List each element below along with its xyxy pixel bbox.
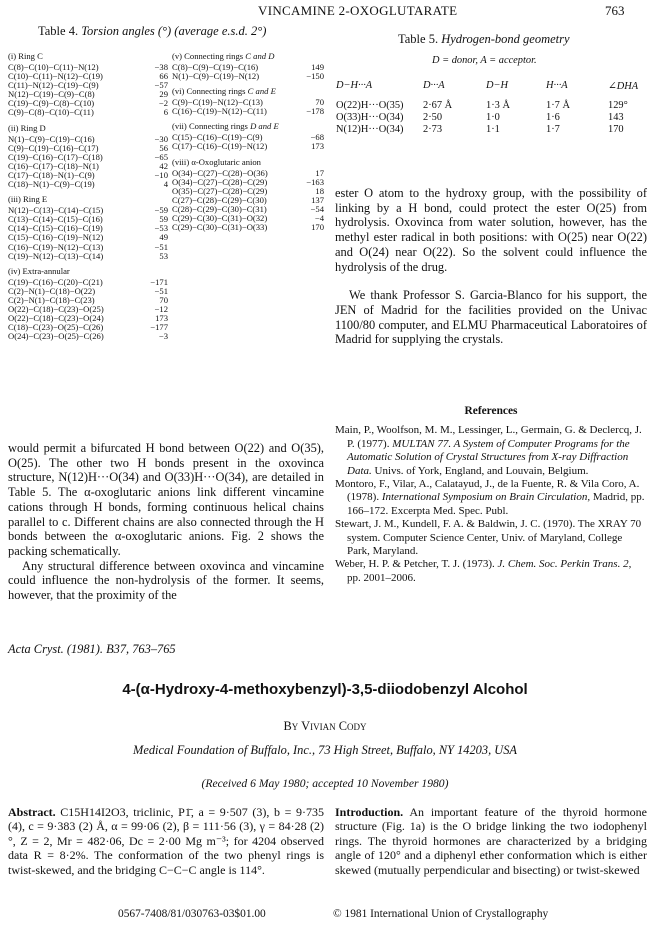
table5-note: D = donor, A = acceptor. [432, 55, 537, 66]
torsion-label: C(2)−N(1)−C(18)−C(23) [8, 294, 95, 305]
torsion-value: −171 [150, 276, 168, 287]
acknowledgement: We thank Professor S. Garcia-Blanco for his support, the JEN of Madrid for the facilities provided on the Univac 1100/80 computer, and ELMU Pharmaceutical Laboratoires of Madrid for supplying the crystals. [335, 288, 647, 347]
torsion-label: C(19)−C(9)−C(8)−C(10) [8, 98, 95, 109]
reference-details: Univs. of York, England, and Louvain, Belgium. [374, 464, 589, 477]
table5-cell: 1·3 Å [486, 100, 510, 111]
paragraph: would permit a bifurcated H bond between O(22) and O(35), O(25). The other two H bonds present in the oxovinca structure, N(12)H···O(34) and O(33)H···O(34), are detailed in Table 5. The α-oxoglutaric anions link different vincamine cations through H bonds, forming continuous helical chains parallel to c. Different chains are also connected through the H bonds between the α-oxoglutaric anions. Fig. 2 shows the packing schematically. [8, 441, 324, 558]
torsion-value: 173 [155, 313, 168, 324]
torsion-label: C(15)−C(16)−C(19)−C(9) [172, 132, 263, 143]
heading-italic: C and E [247, 86, 276, 97]
torsion-value: −38 [154, 62, 168, 72]
article-affiliation: Medical Foundation of Buffalo, Inc., 73 High Street, Buffalo, NY 14203, USA [133, 743, 517, 757]
torsion-value: 170 [311, 222, 324, 233]
torsion-value: −51 [154, 241, 168, 252]
torsion-label: C(19)−N(12)−C(13)−C(14) [8, 250, 104, 261]
torsion-label: C(9)−C(8)−C(10)−C(11) [8, 107, 94, 118]
group-heading [172, 87, 324, 96]
torsion-label: N(12)−C(13)−C(14)−C(15) [8, 205, 104, 216]
introduction-label: Introduction. [335, 805, 404, 819]
torsion-label: C(29)−C(30)−C(31)−O(33) [172, 222, 268, 233]
reference-title: MULTAN 77. A System of Computer Programs for the Automatic Solution of Crystal Structures from X-ray Diffraction Data. [347, 437, 630, 477]
table5-cell: 1·6 [546, 112, 560, 123]
group-heading [172, 158, 324, 167]
table5-cell: N(12)H···O(34) [336, 124, 404, 135]
torsion-value: −3 [158, 331, 168, 342]
torsion-row [172, 72, 324, 81]
table5-cell: 2·73 [423, 124, 443, 135]
torsion-label: C(10)−C(11)−N(12)−C(19) [8, 71, 103, 82]
torsion-value: 17 [315, 167, 324, 178]
introduction [335, 805, 647, 877]
group-heading: (i) Ring C [8, 51, 43, 61]
torsion-label: C(28)−C(29)−C(30)−C(31) [172, 203, 267, 214]
table4-column-2 [172, 52, 324, 238]
torsion-label: C(19)−C(16)−C(20)−C(21) [8, 276, 103, 287]
table5-header: D···A [423, 80, 445, 91]
table5-cell: 1·7 Å [546, 100, 570, 111]
torsion-label: C(19)−C(16)−C(17)−C(18) [8, 151, 103, 162]
torsion-label: C(29)−C(30)−C(31)−O(32) [172, 213, 268, 224]
group-heading [172, 122, 324, 131]
torsion-label: C(17)−C(18)−N(1)−C(9) [8, 169, 95, 180]
reference-details: pp. 2001–2006. [347, 571, 416, 584]
heading-italic: D and E [250, 121, 279, 132]
reference-title: International Symposium on Brain Circulation, [381, 491, 593, 504]
torsion-value: 6 [163, 107, 168, 118]
table4-column-1 [8, 52, 168, 347]
torsion-value: −65 [154, 151, 168, 162]
heading-text: (viii) α-Oxoglutaric anion [172, 156, 261, 167]
abstract-label: Abstract. [8, 805, 56, 819]
torsion-label: C(9)−C(19)−N(12)−C(13) [172, 97, 263, 108]
torsion-group [8, 195, 168, 261]
torsion-label: O(34)−C(27)−C(28)−O(36) [172, 167, 268, 178]
right-column-text [335, 186, 647, 347]
torsion-value: −177 [150, 322, 168, 333]
page-number: 763 [605, 3, 625, 18]
paragraph: ester O atom to the hydroxy group, with the possibility of linking by a H bond, could protect the ester O(25) from hydrolysis. Oxovinca from water solution, however, has the methyl ester radical in both positions: with O(25) near O(22) and O(24) near O(22). So the solvent could influence the hydrolysis of the drug. [335, 186, 647, 274]
torsion-value: 4 [163, 179, 168, 190]
torsion-value: 137 [311, 194, 324, 205]
table5-cell: 1·1 [486, 124, 500, 135]
torsion-value: 42 [159, 160, 168, 171]
group-heading [172, 52, 324, 61]
table5-cell: O(22)H···O(35) [336, 100, 404, 111]
torsion-group [172, 158, 324, 233]
torsion-group [172, 87, 324, 116]
torsion-row [172, 142, 324, 151]
torsion-value: −4 [314, 213, 324, 224]
reference-authors: Montoro, F., Vilar, A., Calatayud, J., de la Fuente, R. & Vila Coro, A. (1978). [335, 478, 640, 504]
torsion-value: −30 [154, 133, 168, 144]
torsion-value: −53 [154, 223, 168, 234]
torsion-label: O(22)−C(18)−C(23)−O(25) [8, 303, 104, 314]
heading-italic: C and D [245, 51, 275, 61]
torsion-value: −150 [306, 71, 324, 82]
torsion-value: −178 [306, 106, 324, 117]
torsion-value: −59 [154, 205, 168, 216]
torsion-label: C(8)−C(10)−C(11)−N(12) [8, 62, 99, 72]
table5-header: D−H···A [336, 80, 373, 91]
table5-cell: 170 [608, 124, 624, 135]
group-heading: (iii) Ring E [8, 194, 48, 205]
heading-text: (vii) Connecting rings [172, 121, 251, 132]
torsion-label: C(11)−N(12)−C(19)−C(9) [8, 80, 99, 91]
torsion-label: C(16)−C(17)−C(18)−N(1) [8, 160, 99, 171]
article-citation: Acta Cryst. (1981). B37, 763–765 [8, 642, 176, 656]
torsion-value: 173 [311, 141, 324, 152]
torsion-row [8, 108, 168, 117]
torsion-row [8, 332, 168, 341]
torsion-value: 59 [159, 214, 168, 225]
torsion-value: 66 [159, 71, 168, 82]
abstract-text: C15H14I2O3, triclinic, P1̄, a = 9·507 (3), b = 9·735 (4), c = 9·383 (2) Å, α = 99·06 (2), β = 111·56 (3), γ = 84·28 (2)°, Z = 2, Mr = 482·06, Dc = 2·00 Mg m⁻³; for 4204 observed data R = 8·2%. The conformation of the two phenyl rings is twist-skewed, and the bridging C−C−C angle is 114°. [8, 805, 325, 877]
torsion-row [8, 180, 168, 189]
torsion-value: 149 [311, 62, 324, 72]
torsion-value: −54 [310, 203, 324, 214]
torsion-value: −2 [158, 98, 168, 109]
table5-cell: 2·50 [423, 112, 443, 123]
article-byline: By Vivian Cody [283, 719, 367, 733]
torsion-value: −51 [154, 285, 168, 296]
references-section [335, 405, 647, 585]
group-heading: (ii) Ring D [8, 122, 46, 133]
table5-grid [328, 80, 648, 140]
torsion-label: C(14)−C(15)−C(16)−C(19) [8, 223, 103, 234]
running-title: VINCAMINE 2-OXOGLUTARATE [258, 3, 458, 18]
reference-authors: Weber, H. P. & Petcher, T. J. (1973). [335, 558, 498, 571]
table5-cell: 1·7 [546, 124, 560, 135]
torsion-label: O(34)−C(27)−C(28)−C(29) [172, 176, 268, 187]
abstract [8, 805, 324, 877]
footer-code: 0567-7408/81/030763-03$01.00 [118, 908, 266, 920]
torsion-value: −10 [154, 169, 168, 180]
footer-copyright: © 1981 International Union of Crystallography [333, 908, 549, 920]
torsion-label: O(24)−C(23)−O(25)−C(26) [8, 331, 104, 342]
torsion-value: 49 [159, 232, 168, 243]
torsion-row [172, 107, 324, 116]
table5-cell: 1·0 [486, 112, 500, 123]
reference-item [335, 478, 647, 518]
torsion-value: 70 [315, 97, 324, 108]
torsion-value: −12 [154, 303, 168, 314]
reference-title: J. Chem. Soc. Perkin Trans. 2, [497, 558, 632, 571]
torsion-row [172, 223, 324, 232]
introduction-text: An important feature of the thyroid hormone structure (Fig. 1a) is the O bridge linking the two iodophenyl rings. The thyroid hormones are characterized by a bridging angle of 120° and a diphenyl ether conformation which is either skewed (mutually perpendicular and bisecting) or twist-skewed [335, 805, 647, 877]
table5-cell: 143 [608, 112, 624, 123]
table5-header: ∠DHA [608, 81, 639, 92]
paragraph: Any structural difference between oxovinca and vincamine could influence the non-hydrolysis of the former. It seems, however, that the proximity of the [8, 558, 324, 603]
torsion-label: O(35)−C(27)−C(28)−C(29) [172, 185, 268, 196]
torsion-label: C(16)−C(19)−N(12)−C(11) [172, 106, 267, 117]
heading-text: (v) Connecting rings [172, 51, 246, 61]
torsion-label: O(22)−C(18)−C(23)−O(24) [8, 313, 104, 324]
torsion-label: C(13)−C(14)−C(15)−C(16) [8, 214, 103, 225]
article-title: 4-(α-Hydroxy-4-methoxybenzyl)-3,5-diiodobenzyl Alcohol [122, 681, 528, 698]
torsion-value: 56 [159, 142, 168, 153]
table5-cell: O(33)H···O(34) [336, 112, 404, 123]
torsion-label: C(17)−C(16)−C(19)−N(12) [172, 141, 268, 152]
torsion-group [8, 52, 168, 118]
left-column-text [8, 441, 324, 603]
torsion-label: N(1)−C(9)−C(19)−N(12) [172, 71, 260, 82]
torsion-group [8, 124, 168, 190]
torsion-value: 70 [159, 294, 168, 305]
table4-caption: Table 4. Torsion angles (°) (average e.s.d. 2°) [38, 24, 267, 38]
torsion-label: C(27)−C(28)−C(29)−C(30) [172, 194, 267, 205]
torsion-label: C(8)−C(9)−C(19)−C(16) [172, 62, 259, 72]
reference-authors: Main, P., Woolfson, M. M., Lessinger, L., Germain, G. & Declercq, J. P. (1977). [335, 424, 642, 450]
torsion-row [8, 252, 168, 261]
reference-details: The XRAY 70 system. Computer Science Center, Univ. of Maryland, College Park, Maryland. [347, 518, 642, 558]
torsion-group [172, 52, 324, 81]
torsion-group [172, 122, 324, 151]
reference-item [335, 424, 647, 478]
table5-header: H···A [546, 80, 568, 91]
table5-caption: Table 5. Hydrogen-bond geometry [398, 32, 570, 46]
torsion-group [8, 267, 168, 342]
torsion-label: N(12)−C(19)−C(9)−C(8) [8, 89, 95, 100]
torsion-value: 53 [159, 250, 168, 261]
reference-item [335, 518, 647, 558]
torsion-label: C(15)−C(16)−C(19)−N(12) [8, 232, 104, 243]
torsion-value: −57 [154, 80, 168, 91]
reference-authors: Stewart, J. M., Kundell, F. A. & Baldwin, J. C. (1970). [335, 518, 578, 531]
heading-text: (vi) Connecting rings [172, 86, 248, 97]
torsion-value: −163 [306, 176, 324, 187]
table5-cell: 2·67 Å [423, 100, 453, 111]
reference-item [335, 558, 647, 585]
torsion-value: 29 [159, 89, 168, 100]
table5-header: D−H [486, 80, 509, 91]
group-heading: (iv) Extra-annular [8, 265, 70, 276]
torsion-label: N(1)−C(9)−C(19)−C(16) [8, 133, 95, 144]
torsion-label: C(18)−C(23)−O(25)−C(26) [8, 322, 104, 333]
table5-cell: 129° [608, 100, 628, 111]
torsion-label: C(9)−C(19)−C(16)−C(17) [8, 142, 99, 153]
received-dates: (Received 6 May 1980; accepted 10 November 1980) [201, 777, 449, 790]
reference-details: Madrid, pp. 166–172. Excerpta Med. Spec. Publ. [347, 491, 645, 517]
torsion-value: −68 [310, 132, 324, 143]
torsion-label: C(18)−N(1)−C(9)−C(19) [8, 179, 95, 190]
torsion-label: C(2)−N(1)−C(18)−O(22) [8, 285, 96, 296]
torsion-value: 18 [315, 185, 324, 196]
torsion-label: C(16)−C(19)−N(12)−C(13) [8, 241, 104, 252]
references-heading: References [464, 405, 518, 417]
reference-list [335, 424, 647, 585]
